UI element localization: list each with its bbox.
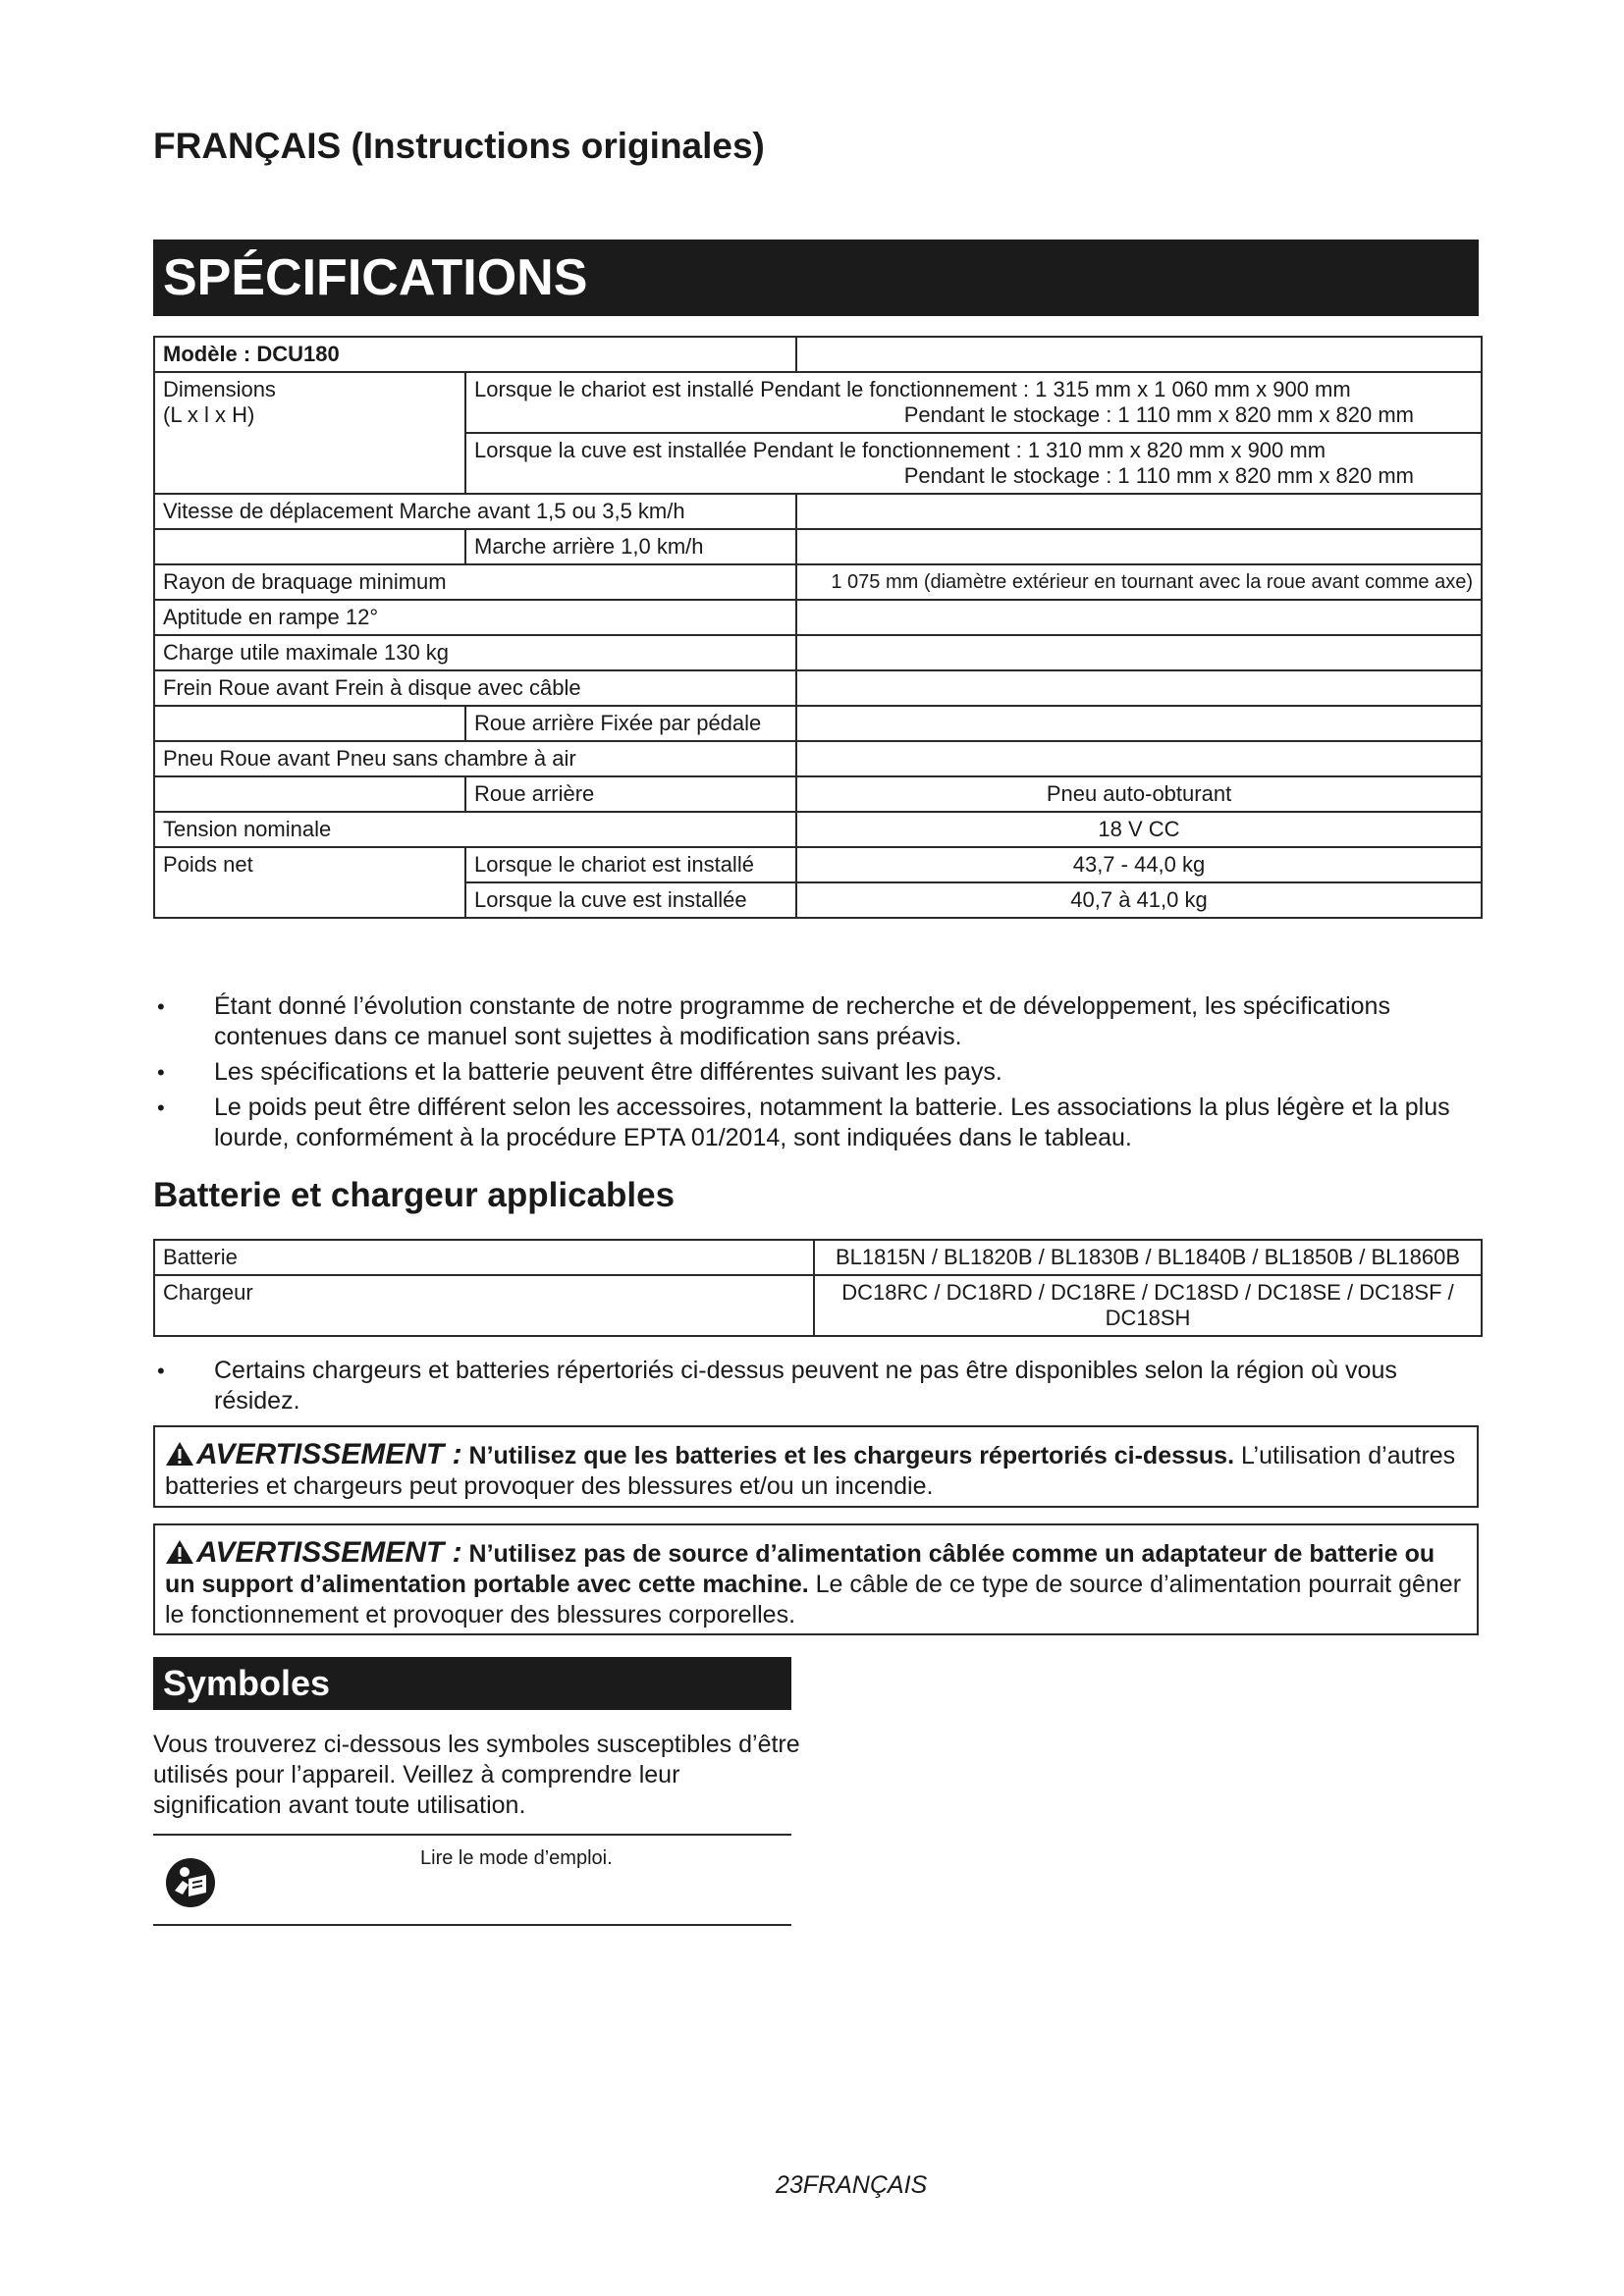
table-row xyxy=(154,1240,1482,1275)
weight-tank-value: 40,7 à 41,0 kg xyxy=(796,882,1482,918)
weight-cart-value: 43,7 - 44,0 kg xyxy=(796,847,1482,882)
tire-front-value: Roue avant Pneu sans chambre à air xyxy=(219,746,576,771)
empty-cell xyxy=(154,706,465,741)
tire-rear-label: Roue arrière xyxy=(465,776,796,812)
specifications-table xyxy=(153,336,1483,919)
slope-label: Aptitude en rampe 12° xyxy=(154,600,796,635)
brake-label: Frein xyxy=(163,675,213,700)
voltage-value: 18 V CC xyxy=(796,812,1482,847)
turn-radius-value: 1 075 mm (diamètre extérieur en tournant avec la roue avant comme axe) xyxy=(796,564,1482,600)
turn-radius-label: Rayon de braquage minimum xyxy=(154,564,796,600)
table-row xyxy=(154,494,1482,529)
empty-cell xyxy=(154,776,465,812)
table-row xyxy=(154,529,1482,564)
weight-tank-label: Lorsque la cuve est installée xyxy=(465,882,796,918)
tank-operating-value: Pendant le fonctionnement : 1 310 mm x 820 mm x 900 mm xyxy=(752,438,1326,462)
list-item: • Étant donné l’évolution constante de notre programme de recherche et de développement, les spécifications contenues dans ce manuel sont sujettes à modification sans préavis. xyxy=(153,991,1469,1052)
speed-reverse-value: Marche arrière 1,0 km/h xyxy=(465,529,796,564)
tire-rear-value: Pneu auto-obturant xyxy=(796,776,1482,812)
weight-cart-label: Lorsque le chariot est installé xyxy=(465,847,796,882)
table-row xyxy=(154,372,1482,433)
page-number: 23FRANÇAIS xyxy=(776,2171,928,2199)
empty-cell xyxy=(796,494,1482,529)
list-item: • Les spécifications et la batterie peuvent être différentes suivant les pays. xyxy=(153,1057,1469,1088)
table-row xyxy=(154,847,1482,882)
voltage-label: Tension nominale xyxy=(154,812,796,847)
tire-label: Pneu xyxy=(163,746,214,771)
charger-label: Chargeur xyxy=(154,1275,814,1336)
warning-text: Le câble de ce type de source d’alimentation pourrait gêner le fonctionnement et provoquer des blessures corporelles. xyxy=(165,1571,1462,1629)
dimensions-sub-label: (L x l x H) xyxy=(163,402,255,427)
page-language-title: FRANÇAIS (Instructions originales) xyxy=(153,126,765,166)
payload-label: Charge utile maximale 130 kg xyxy=(154,635,796,670)
table-row xyxy=(154,670,1482,706)
charger-value: DC18RC / DC18RD / DC18RE / DC18SD / DC18SE / DC18SF / DC18SH xyxy=(814,1275,1482,1336)
weight-label: Poids net xyxy=(154,847,465,918)
empty-cell xyxy=(796,670,1482,706)
battery-charger-table xyxy=(153,1239,1483,1337)
speed-forward-cell xyxy=(154,494,796,529)
tank-installed-label: Lorsque la cuve est installée xyxy=(474,438,747,462)
empty-cell xyxy=(796,337,1482,372)
empty-cell xyxy=(796,706,1482,741)
spec-notes-list xyxy=(153,991,1469,1158)
empty-cell xyxy=(154,529,465,564)
table-row xyxy=(154,635,1482,670)
cart-storage-value: Pendant le stockage : 1 110 mm x 820 mm x 820 mm xyxy=(903,402,1414,427)
speed-label: Vitesse de déplacement xyxy=(163,499,394,523)
symbols-intro-text: Vous trouverez ci-dessous les symboles susceptibles d’être utilisés pour l’appareil. Veillez à comprendre leur signification avant toute utilisation. xyxy=(153,1731,800,1819)
battery-label: Batterie xyxy=(154,1240,814,1275)
dimensions-label-cell xyxy=(154,372,465,494)
empty-cell xyxy=(796,741,1482,776)
list-item xyxy=(153,1834,791,1926)
table-row xyxy=(154,600,1482,635)
brake-rear-value: Roue arrière Fixée par pédale xyxy=(465,706,796,741)
table-row xyxy=(154,337,1482,372)
tire-front-cell xyxy=(154,741,796,776)
list-item: • Le poids peut être différent selon les accessoires, notamment la batterie. Les associations la plus légère et la plus lourde, conformément à la procédure EPTA 01/2014, sont indiquées dans le tableau. xyxy=(153,1093,1469,1153)
battery-charger-heading: Batterie et chargeur applicables xyxy=(153,1176,676,1214)
model-cell: Modèle : DCU180 xyxy=(154,337,796,372)
table-row xyxy=(154,564,1482,600)
cart-installed-label: Lorsque le chariot est installé xyxy=(474,377,754,401)
battery-value: BL1815N / BL1820B / BL1830B / BL1840B / BL1850B / BL1860B xyxy=(814,1240,1482,1275)
warning-bold-text: N’utilisez que les batteries et les chargeurs répertoriés ci-dessus. xyxy=(468,1442,1235,1469)
warning-text: L’utilisation d’autres batteries et chargeurs peut provoquer des blessures et/ou un incendie. xyxy=(165,1442,1456,1500)
empty-cell xyxy=(796,529,1482,564)
empty-cell xyxy=(796,635,1482,670)
list-item: • Certains chargeurs et batteries répertoriés ci-dessus peuvent ne pas être disponibles selon la région où vous résidez. xyxy=(153,1356,1469,1416)
warning-triangle-icon xyxy=(165,1441,194,1467)
dimensions-label: Dimensions xyxy=(163,377,276,401)
tank-dimensions-cell xyxy=(465,433,1482,494)
symbols-heading: Symboles xyxy=(153,1657,791,1710)
battery-notes-list xyxy=(153,1356,1469,1421)
table-row xyxy=(154,1275,1482,1336)
empty-cell xyxy=(796,600,1482,635)
table-row xyxy=(154,741,1482,776)
specifications-heading: SPÉCIFICATIONS xyxy=(153,240,1479,316)
read-manual-icon xyxy=(165,1857,216,1908)
brake-front-value: Roue avant Frein à disque avec câble xyxy=(218,675,581,700)
cart-operating-value: Pendant le fonctionnement : 1 315 mm x 1 060 mm x 900 mm xyxy=(760,377,1351,401)
table-row xyxy=(154,706,1482,741)
cart-dimensions-cell xyxy=(465,372,1482,433)
table-row xyxy=(154,812,1482,847)
warning-heading: AVERTISSEMENT : xyxy=(196,1438,462,1470)
warning-box xyxy=(153,1425,1479,1508)
symbol-label: Lire le mode d’emploi. xyxy=(420,1847,613,1869)
warning-triangle-icon xyxy=(165,1539,194,1565)
warning-bold-text: N’utilisez pas de source d’alimentation câblée comme un adaptateur de batterie ou un support d’alimentation portable avec cette machine. xyxy=(165,1540,1435,1598)
table-row xyxy=(154,776,1482,812)
warning-heading: AVERTISSEMENT : xyxy=(196,1536,462,1569)
tank-storage-value: Pendant le stockage : 1 110 mm x 820 mm x 820 mm xyxy=(903,463,1414,488)
warning-box xyxy=(153,1523,1479,1635)
brake-front-cell xyxy=(154,670,796,706)
speed-forward-value: Marche avant 1,5 ou 3,5 km/h xyxy=(399,499,685,523)
